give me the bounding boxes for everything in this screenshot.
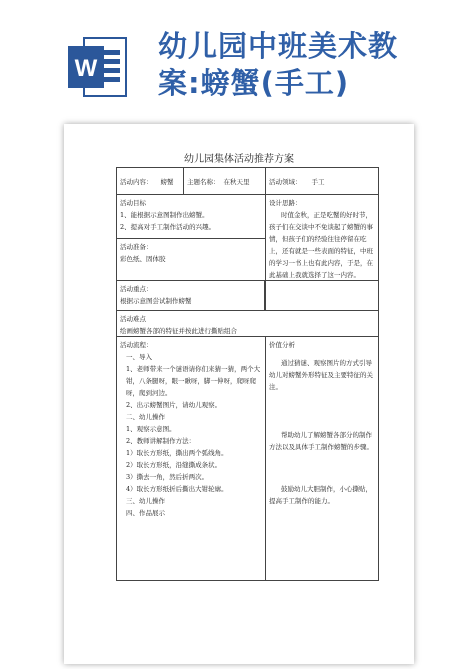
process-line: 2、出示螃蟹图片，请幼儿观察。: [126, 401, 222, 409]
difficulty-text: 绘画螃蟹各部的特征并按此进行撕贴组合: [120, 327, 237, 335]
document-preview: [64, 124, 414, 664]
design-cell-continued: [264, 281, 378, 310]
table-row-key: [117, 281, 378, 311]
process-line: 三、幼儿操作: [126, 497, 165, 505]
table-row-process: [117, 337, 378, 580]
process-label: 活动流程：: [120, 341, 153, 349]
prep-cell: [117, 239, 265, 280]
design-text: 时值金秋，正是吃蟹的好时节，孩子们在交谈中不免谈起了螃蟹的事情，但孩子们的经验往往停留在吃上，还有就是一些表面的特征，中班的学习一书上也有此内容，于是，在此基础上我就选择了这一内容。: [269, 211, 373, 279]
table-row-goals: [117, 195, 378, 281]
key-text: 根据示意图尝试制作螃蟹: [120, 297, 192, 305]
process-line: 1、老师带来一个谜语请你们来猜一猜，两个大钳，八条腿呀，眼一瞅呀，脚一伸呀，爬呀爬呀，爬到河边。: [126, 365, 261, 397]
value-paragraph: 鼓励幼儿大胆制作，小心撕贴，提高手工制作的能力。: [269, 485, 372, 505]
goal-item: 2、提高对手工制作活动的兴趣。: [120, 223, 216, 231]
prep-label: 活动准备：: [120, 243, 153, 252]
content-value: 螃蟹: [160, 178, 174, 186]
process-line: 二、幼儿操作: [126, 413, 165, 421]
design-label: 设计思路：: [269, 199, 302, 207]
key-cell: [117, 281, 264, 310]
process-line: 2）取长方形纸，沿缝撕成条状。: [126, 461, 222, 469]
value-paragraph: 帮助幼儿了解螃蟹各部分的制作方法以及具体手工制作螃蟹的步骤。: [269, 431, 373, 451]
theme-cell: [183, 168, 265, 194]
process-cell: [117, 337, 265, 580]
theme-label: 主题名称：: [187, 178, 220, 186]
document-title: 幼儿园集体活动推荐方案: [184, 154, 294, 165]
process-line: 3）撕去一角，然后折两次。: [126, 473, 209, 481]
process-line: 4）取长方形纸折后撕出大钳轮廓。: [126, 485, 228, 493]
difficulty-label: 活动难点: [120, 315, 146, 323]
page-title-line-1: 幼儿园中班美术教: [158, 29, 399, 63]
page-banner: [0, 0, 474, 130]
theme-value: 在秋天里: [223, 178, 250, 186]
goal-item: 1、能根据示意图制作出螃蟹。: [120, 211, 209, 219]
content-label: 活动内容：: [120, 178, 153, 186]
table-row-difficulty: [117, 311, 378, 337]
page-title-line-2: 案:螃蟹(手工): [158, 66, 350, 100]
lesson-plan-table: [116, 167, 379, 581]
process-line: 2、教师讲解制作方法：: [126, 437, 196, 445]
process-line: 1）取长方形纸，撕出两个弧线角。: [126, 449, 228, 457]
table-row-activity-info: [117, 168, 378, 195]
goals-label: 活动目标: [120, 199, 146, 207]
word-document-icon: [66, 36, 128, 98]
word-logo-letter: W: [74, 55, 98, 82]
goals-cell: [117, 195, 265, 239]
field-label: 活动领域：: [269, 178, 302, 186]
prep-text: 彩色纸、固体胶: [120, 255, 166, 264]
process-line: 1、观察示意图。: [126, 425, 176, 433]
field-cell: [265, 168, 378, 194]
page-title: [158, 28, 468, 102]
key-label: 活动重点：: [120, 285, 153, 293]
value-paragraph: 通过猜谜、观察图片的方式引导幼儿对螃蟹外形特征及主要特征的关注。: [269, 359, 373, 391]
process-line: 四、作品展示: [126, 509, 165, 517]
value-cell: [265, 337, 378, 580]
difficulty-cell: [117, 311, 378, 336]
field-value: 手工: [311, 178, 325, 186]
process-line: 一、导入: [126, 353, 152, 361]
content-cell: [117, 168, 183, 194]
left-column-top: [117, 195, 265, 280]
value-label: 价值分析: [269, 341, 295, 349]
